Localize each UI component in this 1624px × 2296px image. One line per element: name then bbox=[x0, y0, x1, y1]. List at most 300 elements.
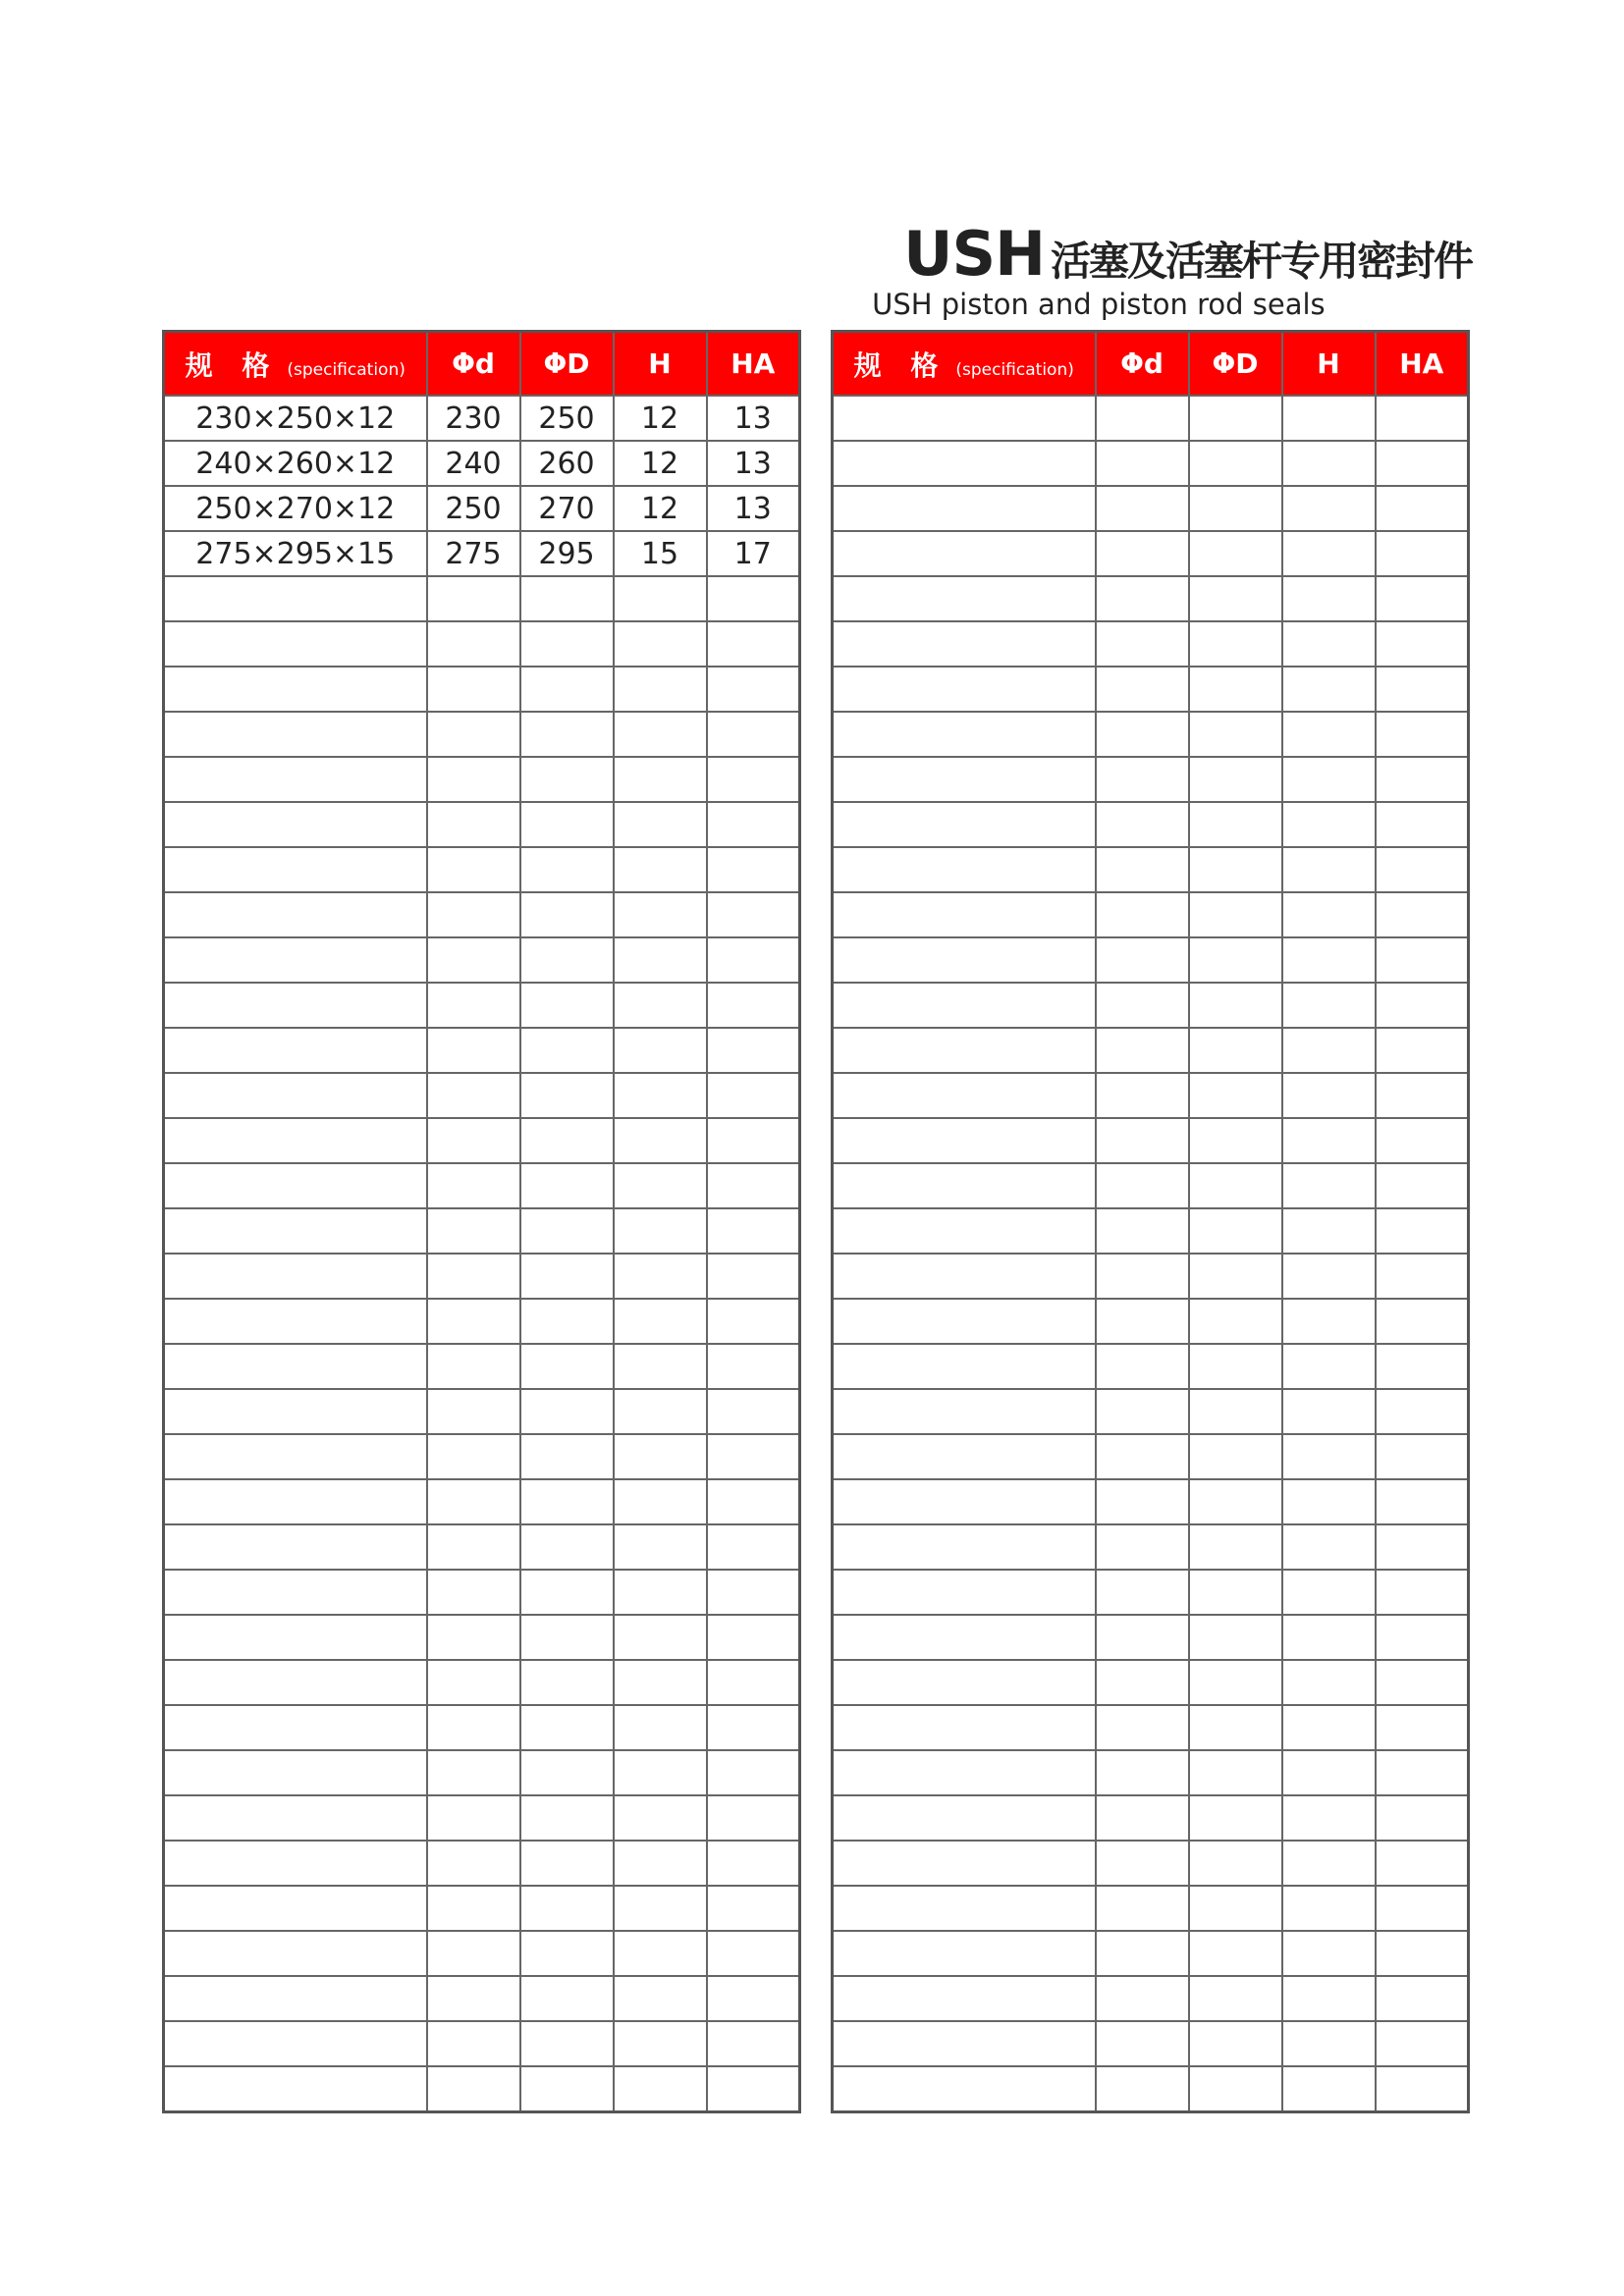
cell-h bbox=[1282, 1028, 1376, 1073]
cell-h bbox=[1282, 621, 1376, 667]
table-row bbox=[833, 1208, 1469, 1254]
cell-d bbox=[427, 1479, 520, 1524]
cell-d bbox=[1096, 1570, 1189, 1615]
cell-h bbox=[1282, 531, 1376, 576]
cell-d bbox=[427, 1028, 520, 1073]
page-title-block bbox=[872, 218, 1472, 321]
table-row bbox=[164, 1254, 800, 1299]
cell-spec bbox=[833, 1750, 1096, 1795]
cell-h bbox=[1282, 486, 1376, 531]
cell-ha bbox=[1376, 847, 1469, 892]
cell-h bbox=[614, 1344, 707, 1389]
cell-d bbox=[1096, 1163, 1189, 1208]
cell-h bbox=[614, 1254, 707, 1299]
cell-d bbox=[520, 712, 614, 757]
cell-ha bbox=[1376, 1118, 1469, 1163]
cell-ha bbox=[1376, 1795, 1469, 1841]
table-row bbox=[833, 983, 1469, 1028]
cell-d bbox=[427, 1434, 520, 1479]
cell-spec bbox=[833, 712, 1096, 757]
cell-spec bbox=[164, 1524, 427, 1570]
cell-d bbox=[427, 2066, 520, 2112]
cell-d bbox=[520, 1615, 614, 1660]
cell-d bbox=[520, 1073, 614, 1118]
cell-spec bbox=[164, 983, 427, 1028]
table-row bbox=[164, 802, 800, 847]
cell-ha bbox=[1376, 1886, 1469, 1931]
cell-d bbox=[1189, 1524, 1282, 1570]
cell-ha bbox=[707, 1073, 800, 1118]
table-row bbox=[164, 1208, 800, 1254]
cell-ha bbox=[707, 1570, 800, 1615]
cell-d bbox=[520, 1750, 614, 1795]
cell-h bbox=[614, 847, 707, 892]
cell-ha bbox=[1376, 486, 1469, 531]
cell-spec bbox=[164, 1750, 427, 1795]
cell-h bbox=[1282, 1750, 1376, 1795]
cell-spec bbox=[164, 1705, 427, 1750]
table-row bbox=[164, 1660, 800, 1705]
cell-ha bbox=[707, 1389, 800, 1434]
cell-spec bbox=[833, 892, 1096, 937]
table-row bbox=[164, 1750, 800, 1795]
cell-spec bbox=[833, 1073, 1096, 1118]
cell-spec bbox=[833, 1344, 1096, 1389]
cell-ha bbox=[707, 1795, 800, 1841]
cell-h bbox=[1282, 1073, 1376, 1118]
table-row bbox=[164, 712, 800, 757]
cell-d bbox=[1189, 1976, 1282, 2021]
table-row bbox=[833, 892, 1469, 937]
cell-d bbox=[1096, 1254, 1189, 1299]
cell-spec bbox=[164, 1976, 427, 2021]
table-row bbox=[833, 1795, 1469, 1841]
cell-d bbox=[1189, 847, 1282, 892]
cell-d bbox=[520, 1524, 614, 1570]
cell-ha bbox=[707, 621, 800, 667]
cell-h bbox=[614, 576, 707, 621]
cell-ha bbox=[1376, 1254, 1469, 1299]
cell-d bbox=[427, 1299, 520, 1344]
table-row bbox=[164, 1073, 800, 1118]
table-row bbox=[164, 1163, 800, 1208]
cell-h bbox=[614, 1389, 707, 1434]
cell-d bbox=[427, 1570, 520, 1615]
cell-d bbox=[520, 1570, 614, 1615]
table-row bbox=[164, 757, 800, 802]
cell-d bbox=[1096, 576, 1189, 621]
table-row bbox=[833, 1750, 1469, 1795]
cell-spec bbox=[833, 983, 1096, 1028]
cell-spec bbox=[833, 441, 1096, 486]
cell-d bbox=[427, 1073, 520, 1118]
table-row bbox=[164, 1028, 800, 1073]
cell-ha bbox=[1376, 1750, 1469, 1795]
cell-h bbox=[1282, 1163, 1376, 1208]
cell-h: 12 bbox=[614, 396, 707, 441]
cell-ha bbox=[1376, 621, 1469, 667]
table-row bbox=[164, 621, 800, 667]
cell-h bbox=[614, 2021, 707, 2066]
cell-ha: 13 bbox=[707, 486, 800, 531]
header-height: H bbox=[614, 332, 707, 397]
cell-h bbox=[614, 1660, 707, 1705]
cell-d bbox=[1189, 1750, 1282, 1795]
cell-d bbox=[427, 1615, 520, 1660]
header-height-a: HA bbox=[707, 332, 800, 397]
cell-spec bbox=[164, 712, 427, 757]
cell-h bbox=[614, 621, 707, 667]
cell-h bbox=[1282, 1434, 1376, 1479]
cell-h bbox=[1282, 1886, 1376, 1931]
cell-d bbox=[1189, 1254, 1282, 1299]
cell-ha bbox=[707, 757, 800, 802]
cell-d bbox=[1096, 1931, 1189, 1976]
cell-h bbox=[1282, 576, 1376, 621]
table-row bbox=[833, 1028, 1469, 1073]
cell-d bbox=[1189, 1886, 1282, 1931]
cell-d bbox=[1189, 441, 1282, 486]
table-row bbox=[164, 1570, 800, 1615]
cell-spec bbox=[833, 1299, 1096, 1344]
cell-d bbox=[1096, 486, 1189, 531]
cell-h bbox=[1282, 1570, 1376, 1615]
table-row bbox=[833, 396, 1469, 441]
cell-h bbox=[614, 1750, 707, 1795]
cell-spec bbox=[833, 531, 1096, 576]
cell-ha bbox=[1376, 2066, 1469, 2112]
cell-h bbox=[1282, 1795, 1376, 1841]
table-row bbox=[164, 1299, 800, 1344]
cell-spec bbox=[164, 1615, 427, 1660]
header-spec bbox=[164, 332, 427, 397]
table-row bbox=[833, 712, 1469, 757]
cell-h bbox=[1282, 1118, 1376, 1163]
page-title bbox=[903, 218, 1472, 290]
table-row bbox=[164, 1886, 800, 1931]
cell-d bbox=[1189, 1841, 1282, 1886]
cell-d bbox=[520, 1479, 614, 1524]
cell-d bbox=[520, 1028, 614, 1073]
cell-h bbox=[1282, 1389, 1376, 1434]
cell-d bbox=[1096, 1118, 1189, 1163]
header-inner-diameter: Φd bbox=[1096, 332, 1189, 397]
cell-h bbox=[1282, 1299, 1376, 1344]
cell-spec bbox=[833, 1570, 1096, 1615]
cell-spec bbox=[164, 847, 427, 892]
table-row bbox=[164, 1615, 800, 1660]
cell-d bbox=[427, 576, 520, 621]
cell-d bbox=[1096, 1389, 1189, 1434]
table-row bbox=[833, 1118, 1469, 1163]
cell-spec bbox=[833, 1434, 1096, 1479]
cell-d bbox=[520, 1660, 614, 1705]
cell-ha bbox=[707, 576, 800, 621]
table-row bbox=[833, 757, 1469, 802]
cell-d bbox=[427, 1163, 520, 1208]
cell-spec bbox=[833, 2021, 1096, 2066]
header-spec-en: (specification) bbox=[955, 359, 1074, 380]
table-row bbox=[833, 441, 1469, 486]
cell-d bbox=[1096, 531, 1189, 576]
cell-ha bbox=[1376, 1208, 1469, 1254]
cell-h bbox=[1282, 802, 1376, 847]
cell-spec: 230×250×12 bbox=[164, 396, 427, 441]
cell-ha bbox=[1376, 983, 1469, 1028]
cell-spec bbox=[833, 847, 1096, 892]
cell-d bbox=[427, 802, 520, 847]
cell-spec bbox=[164, 667, 427, 712]
cell-ha bbox=[707, 1931, 800, 1976]
table-row bbox=[164, 1931, 800, 1976]
cell-h bbox=[614, 1886, 707, 1931]
cell-d bbox=[1189, 983, 1282, 1028]
cell-ha bbox=[707, 1254, 800, 1299]
table-row bbox=[833, 1976, 1469, 2021]
cell-spec bbox=[833, 1795, 1096, 1841]
header-spec-zh: 规 格 bbox=[185, 348, 280, 382]
cell-ha bbox=[1376, 1479, 1469, 1524]
table-row bbox=[164, 892, 800, 937]
cell-h bbox=[1282, 1660, 1376, 1705]
cell-d bbox=[427, 667, 520, 712]
cell-d bbox=[1189, 531, 1282, 576]
cell-d bbox=[1189, 2066, 1282, 2112]
cell-ha bbox=[707, 1434, 800, 1479]
cell-d bbox=[520, 1344, 614, 1389]
cell-ha: 13 bbox=[707, 441, 800, 486]
cell-ha bbox=[707, 1208, 800, 1254]
cell-spec bbox=[833, 802, 1096, 847]
cell-d bbox=[520, 1254, 614, 1299]
cell-ha bbox=[707, 1344, 800, 1389]
cell-ha bbox=[707, 2066, 800, 2112]
cell-d bbox=[1189, 1344, 1282, 1389]
cell-spec bbox=[833, 1976, 1096, 2021]
cell-spec bbox=[164, 802, 427, 847]
cell-spec bbox=[164, 1841, 427, 1886]
cell-spec bbox=[164, 1344, 427, 1389]
cell-h bbox=[1282, 1344, 1376, 1389]
cell-d bbox=[1189, 1615, 1282, 1660]
cell-d bbox=[427, 1841, 520, 1886]
table-header-row bbox=[833, 332, 1469, 397]
table-row bbox=[833, 847, 1469, 892]
cell-ha bbox=[1376, 1841, 1469, 1886]
cell-ha bbox=[1376, 1299, 1469, 1344]
cell-h bbox=[614, 892, 707, 937]
cell-h bbox=[1282, 712, 1376, 757]
cell-ha bbox=[1376, 396, 1469, 441]
cell-ha bbox=[707, 1705, 800, 1750]
table-row bbox=[164, 937, 800, 983]
table-row bbox=[833, 1344, 1469, 1389]
cell-d bbox=[520, 1795, 614, 1841]
header-height: H bbox=[1282, 332, 1376, 397]
cell-ha bbox=[1376, 1344, 1469, 1389]
cell-spec bbox=[833, 1524, 1096, 1570]
cell-d: 260 bbox=[520, 441, 614, 486]
cell-ha bbox=[1376, 1524, 1469, 1570]
cell-ha bbox=[1376, 1570, 1469, 1615]
cell-spec: 275×295×15 bbox=[164, 531, 427, 576]
cell-d bbox=[520, 1118, 614, 1163]
cell-h: 15 bbox=[614, 531, 707, 576]
cell-d bbox=[1189, 1208, 1282, 1254]
cell-h bbox=[1282, 1254, 1376, 1299]
cell-h bbox=[614, 1299, 707, 1344]
cell-d bbox=[1096, 1705, 1189, 1750]
table-row bbox=[833, 667, 1469, 712]
cell-h bbox=[1282, 1479, 1376, 1524]
cell-spec bbox=[164, 1570, 427, 1615]
cell-d bbox=[1189, 396, 1282, 441]
cell-ha bbox=[1376, 1028, 1469, 1073]
cell-spec bbox=[833, 621, 1096, 667]
cell-spec bbox=[833, 1028, 1096, 1073]
cell-ha bbox=[707, 2021, 800, 2066]
table-row bbox=[833, 2021, 1469, 2066]
cell-h bbox=[1282, 1931, 1376, 1976]
cell-spec bbox=[164, 1434, 427, 1479]
cell-d bbox=[520, 1389, 614, 1434]
cell-h bbox=[1282, 1705, 1376, 1750]
table-row bbox=[833, 621, 1469, 667]
cell-d bbox=[1189, 576, 1282, 621]
table-row bbox=[164, 1524, 800, 1570]
cell-ha bbox=[707, 1479, 800, 1524]
cell-ha bbox=[707, 1524, 800, 1570]
cell-h bbox=[1282, 396, 1376, 441]
cell-spec bbox=[833, 757, 1096, 802]
cell-d bbox=[1096, 1073, 1189, 1118]
cell-h bbox=[614, 1118, 707, 1163]
cell-h bbox=[614, 1479, 707, 1524]
table-row bbox=[164, 1344, 800, 1389]
table-row bbox=[833, 1705, 1469, 1750]
cell-d bbox=[1096, 1524, 1189, 1570]
cell-h: 12 bbox=[614, 441, 707, 486]
cell-ha bbox=[707, 1750, 800, 1795]
table-row bbox=[164, 2066, 800, 2112]
cell-d bbox=[1096, 1434, 1189, 1479]
cell-d bbox=[520, 1208, 614, 1254]
cell-spec bbox=[833, 1118, 1096, 1163]
cell-h bbox=[614, 1931, 707, 1976]
cell-d bbox=[1189, 1795, 1282, 1841]
cell-d bbox=[427, 1208, 520, 1254]
cell-h bbox=[1282, 937, 1376, 983]
cell-spec bbox=[833, 576, 1096, 621]
cell-spec bbox=[833, 396, 1096, 441]
cell-d bbox=[1189, 1434, 1282, 1479]
table-row bbox=[833, 1299, 1469, 1344]
cell-h bbox=[614, 1570, 707, 1615]
cell-spec bbox=[833, 1705, 1096, 1750]
cell-d bbox=[427, 1886, 520, 1931]
cell-spec bbox=[833, 1163, 1096, 1208]
cell-ha bbox=[707, 667, 800, 712]
header-outer-diameter: ΦD bbox=[520, 332, 614, 397]
cell-ha bbox=[1376, 937, 1469, 983]
cell-d bbox=[427, 757, 520, 802]
cell-spec bbox=[164, 892, 427, 937]
header-spec bbox=[833, 332, 1096, 397]
cell-h bbox=[614, 802, 707, 847]
cell-ha bbox=[1376, 1073, 1469, 1118]
spec-table-left bbox=[162, 330, 801, 2113]
cell-d bbox=[520, 1886, 614, 1931]
cell-ha: 13 bbox=[707, 396, 800, 441]
cell-d bbox=[1096, 1660, 1189, 1705]
cell-spec bbox=[164, 2066, 427, 2112]
cell-h bbox=[1282, 441, 1376, 486]
cell-spec bbox=[833, 1389, 1096, 1434]
cell-d bbox=[1189, 1073, 1282, 1118]
cell-d bbox=[1096, 1886, 1189, 1931]
cell-ha bbox=[707, 1660, 800, 1705]
cell-d: 275 bbox=[427, 531, 520, 576]
cell-ha bbox=[1376, 1705, 1469, 1750]
table-row bbox=[833, 1389, 1469, 1434]
cell-ha bbox=[1376, 531, 1469, 576]
cell-d bbox=[1189, 757, 1282, 802]
cell-d bbox=[1096, 1750, 1189, 1795]
cell-spec bbox=[164, 1660, 427, 1705]
cell-d bbox=[520, 667, 614, 712]
cell-h bbox=[614, 1615, 707, 1660]
cell-d bbox=[1189, 621, 1282, 667]
cell-d bbox=[427, 1344, 520, 1389]
cell-d bbox=[1189, 937, 1282, 983]
cell-h bbox=[1282, 847, 1376, 892]
cell-d bbox=[1189, 667, 1282, 712]
cell-d bbox=[427, 1976, 520, 2021]
table-row bbox=[833, 1886, 1469, 1931]
header-spec-zh: 规 格 bbox=[853, 348, 948, 382]
cell-spec bbox=[833, 1615, 1096, 1660]
cell-d bbox=[520, 802, 614, 847]
cell-d bbox=[1096, 712, 1189, 757]
cell-h bbox=[614, 2066, 707, 2112]
table-row bbox=[833, 1660, 1469, 1705]
cell-d bbox=[1189, 486, 1282, 531]
cell-spec bbox=[164, 1254, 427, 1299]
header-outer-diameter: ΦD bbox=[1189, 332, 1282, 397]
cell-ha bbox=[707, 1028, 800, 1073]
cell-ha bbox=[1376, 441, 1469, 486]
cell-d bbox=[427, 2021, 520, 2066]
cell-d bbox=[427, 1660, 520, 1705]
table-row bbox=[164, 1795, 800, 1841]
cell-d bbox=[520, 847, 614, 892]
cell-h bbox=[614, 1841, 707, 1886]
cell-d bbox=[1096, 1795, 1189, 1841]
cell-ha bbox=[1376, 1931, 1469, 1976]
cell-ha bbox=[1376, 712, 1469, 757]
cell-d bbox=[520, 1705, 614, 1750]
table-row bbox=[833, 1615, 1469, 1660]
cell-d bbox=[1189, 1570, 1282, 1615]
table-row bbox=[833, 1254, 1469, 1299]
cell-spec: 240×260×12 bbox=[164, 441, 427, 486]
cell-spec bbox=[164, 1931, 427, 1976]
header-height-a: HA bbox=[1376, 332, 1469, 397]
cell-h bbox=[614, 1705, 707, 1750]
cell-h bbox=[614, 1795, 707, 1841]
cell-ha bbox=[1376, 1434, 1469, 1479]
table-row bbox=[833, 1479, 1469, 1524]
